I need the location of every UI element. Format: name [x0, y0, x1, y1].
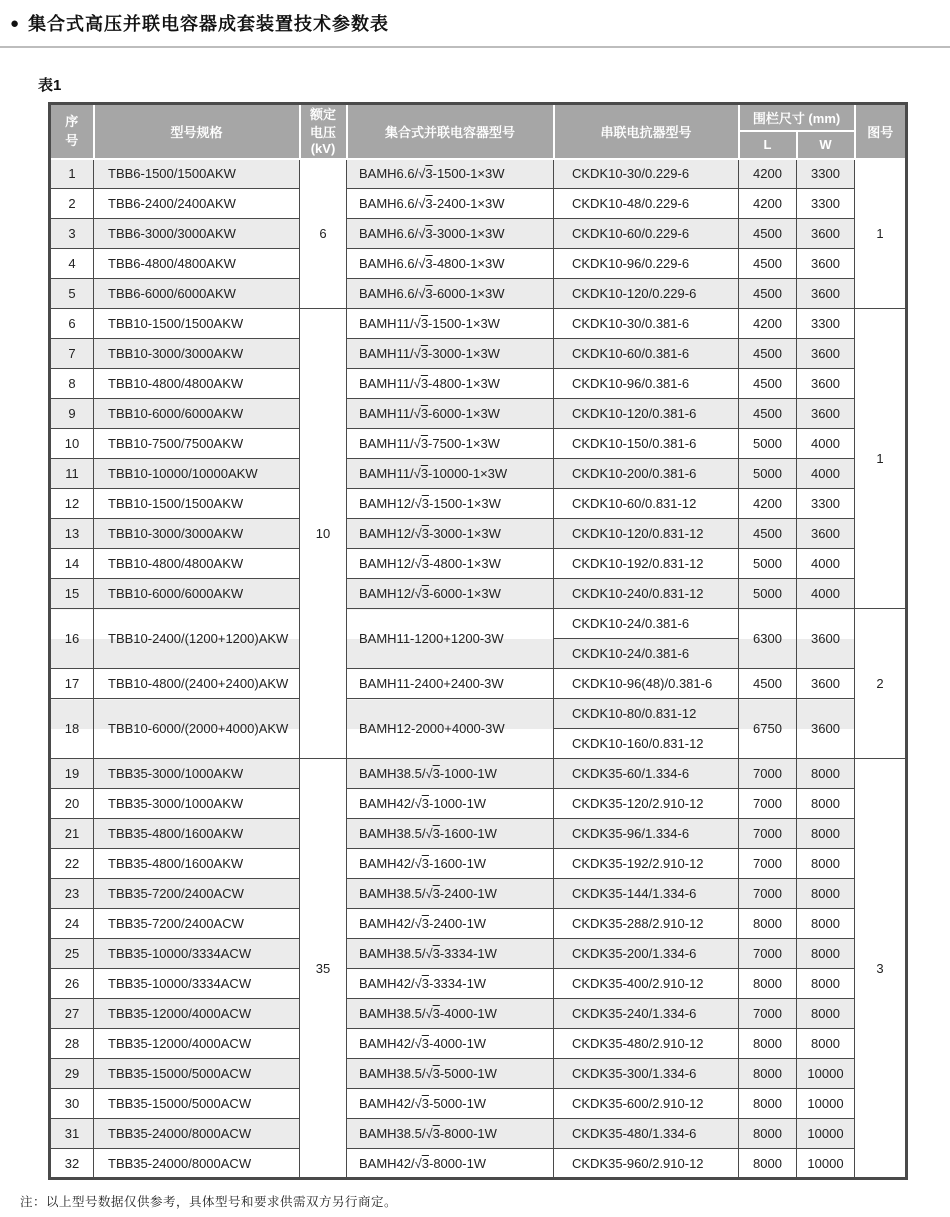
cell-reactor: CKDK35-200/1.334-6: [554, 939, 739, 969]
cell-voltage: 35: [300, 759, 347, 1179]
cell-reactor: CKDK10-30/0.229-6: [554, 159, 739, 189]
cell-capacitor: BAMH38.5/√3-1000-1W: [347, 759, 554, 789]
cell-capacitor: BAMH38.5/√3-3334-1W: [347, 939, 554, 969]
table-row: [50, 549, 907, 579]
cell-length: 4200: [739, 309, 797, 339]
cell-width: 8000: [797, 1029, 855, 1059]
cell-capacitor: BAMH38.5/√3-2400-1W: [347, 879, 554, 909]
cell-seq: 21: [50, 819, 94, 849]
table-row: [50, 459, 907, 489]
cell-seq: 32: [50, 1149, 94, 1179]
cell-width: 4000: [797, 579, 855, 609]
cell-model: TBB35-10000/3334ACW: [94, 969, 300, 999]
table-row: [50, 819, 907, 849]
table-row: [50, 369, 907, 399]
cell-model: TBB10-1500/1500AKW: [94, 489, 300, 519]
col-header-seq: 序号: [50, 104, 94, 159]
cell-capacitor: BAMH11-1200+1200-3W: [347, 609, 554, 669]
table-row: [50, 489, 907, 519]
cell-model: TBB35-7200/2400ACW: [94, 879, 300, 909]
table-row: [50, 159, 907, 189]
cell-model: TBB35-12000/4000ACW: [94, 999, 300, 1029]
cell-model: TBB10-4800/(2400+2400)AKW: [94, 669, 300, 699]
cell-capacitor: BAMH11/√3-6000-1×3W: [347, 399, 554, 429]
cell-width: 8000: [797, 849, 855, 879]
cell-reactor: CKDK10-192/0.831-12: [554, 549, 739, 579]
cell-capacitor: BAMH11/√3-1500-1×3W: [347, 309, 554, 339]
cell-seq: 30: [50, 1089, 94, 1119]
cell-seq: 23: [50, 879, 94, 909]
cell-reactor: CKDK35-288/2.910-12: [554, 909, 739, 939]
cell-capacitor: BAMH6.6/√3-1500-1×3W: [347, 159, 554, 189]
cell-length: 4200: [739, 489, 797, 519]
col-header-fence-w: W: [797, 131, 855, 159]
cell-model: TBB35-15000/5000ACW: [94, 1059, 300, 1089]
cell-width: 3600: [797, 669, 855, 699]
table-row: [50, 219, 907, 249]
page-title: 集合式高压并联电容器成套装置技术参数表: [28, 14, 390, 34]
cell-figure: 2: [855, 609, 907, 759]
cell-seq: 11: [50, 459, 94, 489]
cell-seq: 29: [50, 1059, 94, 1089]
cell-length: 4500: [739, 279, 797, 309]
cell-length: 5000: [739, 549, 797, 579]
cell-seq: 6: [50, 309, 94, 339]
cell-model: TBB10-10000/10000AKW: [94, 459, 300, 489]
cell-length: 8000: [739, 1089, 797, 1119]
cell-figure: 1: [855, 159, 907, 309]
cell-seq: 1: [50, 159, 94, 189]
cell-seq: 4: [50, 249, 94, 279]
cell-voltage: 6: [300, 159, 347, 309]
cell-reactor: CKDK35-192/2.910-12: [554, 849, 739, 879]
col-header-capacitor: 集合式并联电容器型号: [347, 104, 554, 159]
table-row: [50, 999, 907, 1029]
cell-model: TBB6-4800/4800AKW: [94, 249, 300, 279]
cell-capacitor: BAMH38.5/√3-4000-1W: [347, 999, 554, 1029]
cell-model: TBB10-1500/1500AKW: [94, 309, 300, 339]
table-row: [50, 1029, 907, 1059]
cell-figure: 3: [855, 759, 907, 1179]
cell-reactor: CKDK10-24/0.381-6: [554, 609, 739, 639]
cell-length: 4500: [739, 399, 797, 429]
cell-capacitor: BAMH38.5/√3-5000-1W: [347, 1059, 554, 1089]
cell-width: 3600: [797, 609, 855, 669]
cell-seq: 22: [50, 849, 94, 879]
cell-model: TBB10-4800/4800AKW: [94, 369, 300, 399]
col-header-reactor: 串联电抗器型号: [554, 104, 739, 159]
cell-reactor: CKDK10-120/0.229-6: [554, 279, 739, 309]
cell-reactor: CKDK10-48/0.229-6: [554, 189, 739, 219]
cell-seq: 8: [50, 369, 94, 399]
table-body: [50, 159, 907, 1179]
table-label: 表1: [38, 77, 62, 94]
cell-model: TBB6-6000/6000AKW: [94, 279, 300, 309]
cell-capacitor: BAMH11/√3-3000-1×3W: [347, 339, 554, 369]
cell-length: 7000: [739, 819, 797, 849]
table-row: [50, 849, 907, 879]
table-row: [50, 939, 907, 969]
cell-width: 3600: [797, 279, 855, 309]
cell-width: 10000: [797, 1059, 855, 1089]
cell-capacitor: BAMH12/√3-3000-1×3W: [347, 519, 554, 549]
cell-capacitor: BAMH12/√3-4800-1×3W: [347, 549, 554, 579]
cell-seq: 24: [50, 909, 94, 939]
cell-model: TBB10-4800/4800AKW: [94, 549, 300, 579]
table-row: [50, 249, 907, 279]
cell-model: TBB6-2400/2400AKW: [94, 189, 300, 219]
cell-capacitor: BAMH6.6/√3-6000-1×3W: [347, 279, 554, 309]
table-row: [50, 1149, 907, 1179]
title-divider: [0, 46, 950, 48]
cell-width: 8000: [797, 999, 855, 1029]
cell-reactor: CKDK35-120/2.910-12: [554, 789, 739, 819]
cell-capacitor: BAMH42/√3-1000-1W: [347, 789, 554, 819]
table-row: [50, 579, 907, 609]
table-row: [50, 699, 907, 729]
cell-capacitor: BAMH42/√3-5000-1W: [347, 1089, 554, 1119]
cell-model: TBB6-3000/3000AKW: [94, 219, 300, 249]
cell-length: 8000: [739, 1119, 797, 1149]
cell-length: 8000: [739, 1029, 797, 1059]
cell-model: TBB10-7500/7500AKW: [94, 429, 300, 459]
cell-capacitor: BAMH11/√3-4800-1×3W: [347, 369, 554, 399]
table-row: [50, 189, 907, 219]
cell-width: 4000: [797, 459, 855, 489]
cell-length: 4500: [739, 339, 797, 369]
cell-length: 6750: [739, 699, 797, 759]
cell-seq: 9: [50, 399, 94, 429]
cell-reactor: CKDK35-300/1.334-6: [554, 1059, 739, 1089]
cell-model: TBB10-3000/3000AKW: [94, 519, 300, 549]
cell-width: 3300: [797, 309, 855, 339]
cell-reactor: CKDK35-240/1.334-6: [554, 999, 739, 1029]
cell-capacitor: BAMH42/√3-1600-1W: [347, 849, 554, 879]
cell-width: 8000: [797, 819, 855, 849]
cell-length: 6300: [739, 609, 797, 669]
cell-seq: 10: [50, 429, 94, 459]
cell-length: 4500: [739, 519, 797, 549]
cell-seq: 16: [50, 609, 94, 669]
cell-reactor: CKDK35-400/2.910-12: [554, 969, 739, 999]
cell-width: 3300: [797, 159, 855, 189]
parameters-table: [48, 102, 908, 1180]
cell-model: TBB35-4800/1600AKW: [94, 819, 300, 849]
cell-capacitor: BAMH6.6/√3-4800-1×3W: [347, 249, 554, 279]
table-row: [50, 429, 907, 459]
cell-capacitor: BAMH12/√3-6000-1×3W: [347, 579, 554, 609]
cell-model: TBB10-3000/3000AKW: [94, 339, 300, 369]
cell-length: 7000: [739, 999, 797, 1029]
table-row: [50, 339, 907, 369]
cell-reactor: CKDK10-24/0.381-6: [554, 639, 739, 669]
table-row: [50, 399, 907, 429]
cell-capacitor: BAMH11/√3-7500-1×3W: [347, 429, 554, 459]
cell-model: TBB35-4800/1600AKW: [94, 849, 300, 879]
table-row: [50, 309, 907, 339]
cell-width: 10000: [797, 1119, 855, 1149]
cell-width: 8000: [797, 939, 855, 969]
cell-width: 3300: [797, 489, 855, 519]
cell-model: TBB35-12000/4000ACW: [94, 1029, 300, 1059]
cell-capacitor: BAMH38.5/√3-8000-1W: [347, 1119, 554, 1149]
cell-seq: 14: [50, 549, 94, 579]
cell-reactor: CKDK10-200/0.381-6: [554, 459, 739, 489]
cell-length: 7000: [739, 879, 797, 909]
col-header-fence: 围栏尺寸 (mm): [739, 104, 855, 132]
cell-seq: 13: [50, 519, 94, 549]
cell-width: 8000: [797, 879, 855, 909]
cell-seq: 28: [50, 1029, 94, 1059]
table-row: [50, 789, 907, 819]
cell-capacitor: BAMH42/√3-3334-1W: [347, 969, 554, 999]
table-row: [50, 759, 907, 789]
table-row: [50, 1059, 907, 1089]
cell-seq: 3: [50, 219, 94, 249]
cell-width: 10000: [797, 1149, 855, 1179]
cell-length: 7000: [739, 849, 797, 879]
cell-model: TBB10-2400/(1200+1200)AKW: [94, 609, 300, 669]
cell-reactor: CKDK10-60/0.229-6: [554, 219, 739, 249]
cell-model: TBB35-24000/8000ACW: [94, 1119, 300, 1149]
cell-model: TBB35-3000/1000AKW: [94, 759, 300, 789]
cell-reactor: CKDK10-96/0.229-6: [554, 249, 739, 279]
cell-length: 4200: [739, 189, 797, 219]
cell-length: 4500: [739, 219, 797, 249]
cell-reactor: CKDK10-160/0.831-12: [554, 729, 739, 759]
table-header: [50, 104, 907, 159]
cell-reactor: CKDK10-120/0.831-12: [554, 519, 739, 549]
cell-reactor: CKDK10-150/0.381-6: [554, 429, 739, 459]
table-row: [50, 519, 907, 549]
cell-reactor: CKDK35-60/1.334-6: [554, 759, 739, 789]
cell-width: 3600: [797, 249, 855, 279]
cell-seq: 17: [50, 669, 94, 699]
col-header-figure: 图号: [855, 104, 907, 159]
bullet-icon: ●: [10, 14, 20, 32]
cell-seq: 7: [50, 339, 94, 369]
page-header: [0, 0, 950, 36]
cell-width: 8000: [797, 909, 855, 939]
cell-capacitor: BAMH42/√3-4000-1W: [347, 1029, 554, 1059]
cell-reactor: CKDK10-240/0.831-12: [554, 579, 739, 609]
cell-width: 4000: [797, 429, 855, 459]
table-row: [50, 1119, 907, 1149]
cell-length: 8000: [739, 1149, 797, 1179]
cell-width: 3300: [797, 189, 855, 219]
cell-model: TBB35-7200/2400ACW: [94, 909, 300, 939]
cell-length: 8000: [739, 909, 797, 939]
cell-seq: 5: [50, 279, 94, 309]
cell-width: 3600: [797, 399, 855, 429]
cell-seq: 12: [50, 489, 94, 519]
cell-reactor: CKDK10-96/0.381-6: [554, 369, 739, 399]
cell-reactor: CKDK35-960/2.910-12: [554, 1149, 739, 1179]
cell-length: 4200: [739, 159, 797, 189]
cell-length: 8000: [739, 1059, 797, 1089]
cell-model: TBB35-10000/3334ACW: [94, 939, 300, 969]
cell-capacitor: BAMH42/√3-2400-1W: [347, 909, 554, 939]
cell-width: 3600: [797, 369, 855, 399]
cell-seq: 18: [50, 699, 94, 759]
cell-capacitor: BAMH11/√3-10000-1×3W: [347, 459, 554, 489]
cell-model: TBB10-6000/6000AKW: [94, 579, 300, 609]
table-row: [50, 879, 907, 909]
cell-length: 7000: [739, 939, 797, 969]
cell-seq: 25: [50, 939, 94, 969]
cell-seq: 31: [50, 1119, 94, 1149]
cell-capacitor: BAMH12/√3-1500-1×3W: [347, 489, 554, 519]
table-row: [50, 609, 907, 639]
cell-width: 8000: [797, 759, 855, 789]
cell-capacitor: BAMH11-2400+2400-3W: [347, 669, 554, 699]
cell-capacitor: BAMH6.6/√3-2400-1×3W: [347, 189, 554, 219]
cell-length: 5000: [739, 459, 797, 489]
cell-capacitor: BAMH6.6/√3-3000-1×3W: [347, 219, 554, 249]
cell-length: 7000: [739, 759, 797, 789]
table-row: [50, 1089, 907, 1119]
cell-reactor: CKDK10-120/0.381-6: [554, 399, 739, 429]
cell-reactor: CKDK10-60/0.831-12: [554, 489, 739, 519]
cell-length: 8000: [739, 969, 797, 999]
cell-length: 5000: [739, 579, 797, 609]
table-row: [50, 909, 907, 939]
cell-reactor: CKDK35-480/2.910-12: [554, 1029, 739, 1059]
cell-seq: 27: [50, 999, 94, 1029]
cell-model: TBB35-24000/8000ACW: [94, 1149, 300, 1179]
cell-seq: 19: [50, 759, 94, 789]
table-row: [50, 669, 907, 699]
cell-figure: 1: [855, 309, 907, 609]
cell-length: 7000: [739, 789, 797, 819]
col-header-voltage: 额定电压 (kV): [300, 104, 347, 159]
cell-seq: 20: [50, 789, 94, 819]
cell-length: 5000: [739, 429, 797, 459]
cell-capacitor: BAMH12-2000+4000-3W: [347, 699, 554, 759]
cell-length: 4500: [739, 249, 797, 279]
cell-reactor: CKDK35-480/1.334-6: [554, 1119, 739, 1149]
table-row: [50, 279, 907, 309]
cell-length: 4500: [739, 369, 797, 399]
cell-model: TBB35-3000/1000AKW: [94, 789, 300, 819]
cell-width: 4000: [797, 549, 855, 579]
col-header-fence-l: L: [739, 131, 797, 159]
col-header-model: 型号规格: [94, 104, 300, 159]
cell-reactor: CKDK10-30/0.381-6: [554, 309, 739, 339]
cell-model: TBB6-1500/1500AKW: [94, 159, 300, 189]
cell-reactor: CKDK10-80/0.831-12: [554, 699, 739, 729]
cell-seq: 26: [50, 969, 94, 999]
cell-reactor: CKDK10-60/0.381-6: [554, 339, 739, 369]
cell-capacitor: BAMH38.5/√3-1600-1W: [347, 819, 554, 849]
cell-model: TBB10-6000/(2000+4000)AKW: [94, 699, 300, 759]
cell-length: 4500: [739, 669, 797, 699]
table-row: [50, 969, 907, 999]
cell-width: 3600: [797, 339, 855, 369]
cell-capacitor: BAMH42/√3-8000-1W: [347, 1149, 554, 1179]
cell-reactor: CKDK35-96/1.334-6: [554, 819, 739, 849]
cell-seq: 15: [50, 579, 94, 609]
cell-reactor: CKDK35-600/2.910-12: [554, 1089, 739, 1119]
cell-width: 3600: [797, 519, 855, 549]
footnote: 注：以上型号数据仅供参考，具体型号和要求供需双方另行商定。: [20, 1195, 398, 1210]
cell-reactor: CKDK35-144/1.334-6: [554, 879, 739, 909]
cell-width: 8000: [797, 969, 855, 999]
cell-width: 3600: [797, 219, 855, 249]
cell-model: TBB35-15000/5000ACW: [94, 1089, 300, 1119]
cell-voltage: 10: [300, 309, 347, 759]
cell-width: 10000: [797, 1089, 855, 1119]
cell-reactor: CKDK10-96(48)/0.381-6: [554, 669, 739, 699]
cell-width: 8000: [797, 789, 855, 819]
cell-seq: 2: [50, 189, 94, 219]
cell-model: TBB10-6000/6000AKW: [94, 399, 300, 429]
cell-width: 3600: [797, 699, 855, 759]
